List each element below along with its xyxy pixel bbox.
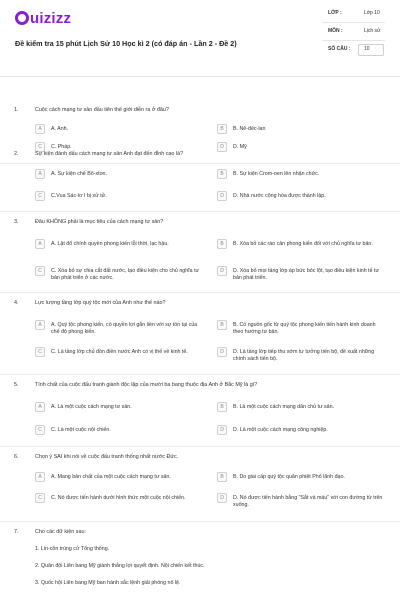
option-2c[interactable] (35, 191, 207, 201)
option-3a[interactable] (35, 239, 207, 249)
option-text: B. Có nguồn gốc từ quý tộc phong kiến tiến hành kinh doanh theo hướng tư bản. (233, 322, 376, 335)
option-letter-badge: D (217, 266, 227, 276)
question-text: Cuộc cách mạng tư sản đầu tiên thế giới diễn ra ở đâu? (35, 107, 169, 113)
option-3b[interactable] (217, 239, 385, 249)
option-text: D. Xóa bỏ mọi tầng lớp áp bức bóc lột, tạo điều kiện kinh tế tư bản phát triển. (233, 268, 380, 281)
meta-value: Lịch sử (364, 28, 381, 34)
quizizz-logo: uizizz (15, 10, 71, 27)
question-number: 6. (14, 454, 19, 460)
option-text: A. Mang bản chất của một cuộc cách mạng tư sản. (51, 474, 171, 480)
question-divider (0, 292, 400, 293)
option-text: A. Anh. (51, 126, 69, 132)
option-letter-badge: A (35, 124, 45, 134)
option-letter-badge: C (35, 191, 45, 201)
question-number: 4. (14, 300, 19, 306)
option-4b[interactable] (217, 320, 385, 336)
option-letter-badge: D (217, 191, 227, 201)
option-letter-badge: B (217, 472, 227, 482)
option-text: B. Là một cuộc cách mạng dân chủ tư sản. (233, 404, 335, 410)
option-4d[interactable] (217, 347, 385, 363)
option-letter-badge: A (35, 402, 45, 412)
document-title: Đề kiểm tra 15 phút Lịch Sử 10 Học kì 2 (có đáp án - Lần 2 - Đề 2) (15, 39, 237, 48)
question-text: Sự kiện đánh dấu cách mạng tư sản Anh đạt đến đỉnh cao là? (35, 151, 184, 157)
option-letter-badge: B (217, 169, 227, 179)
option-text: B. Nê-đéc-lan (233, 126, 266, 132)
option-text: C. Pháp. (51, 144, 72, 150)
option-text: A. Lật đổ chính quyền phong kiến lỗi thời, lạc hậu. (51, 241, 169, 247)
question-text: Đâu KHÔNG phải là mục tiêu của cách mạng tư sản? (35, 219, 164, 225)
option-letter-badge: C (35, 347, 45, 357)
question-text: Lực lượng tầng lớp quý tộc mới của Anh như thế nào? (35, 300, 166, 306)
meta-row-count (322, 42, 385, 60)
divider (322, 40, 385, 41)
meta-label: LỚP : (328, 10, 342, 16)
option-5d[interactable] (217, 425, 385, 435)
option-text: C. Nó được tiến hành dưới hình thức một cuộc nội chiến. (51, 495, 186, 501)
option-letter-badge: A (35, 472, 45, 482)
option-letter-badge: B (217, 320, 227, 330)
header-divider (0, 76, 400, 77)
option-letter-badge: B (217, 124, 227, 134)
question-text: Chọn ý SAI khi nói về cuộc đấu tranh thống nhất nước Đức. (35, 454, 179, 460)
option-1a[interactable] (35, 124, 207, 134)
option-3d[interactable] (217, 266, 385, 282)
option-5a[interactable] (35, 402, 207, 412)
question-divider (0, 446, 400, 447)
option-text: D. Nó được tiến hành bằng "Sắt và máu" với con đường từ trên xuống. (233, 495, 383, 508)
meta-row-subject (322, 24, 385, 42)
question-divider (0, 521, 400, 522)
question-text: Cho các dữ kiện sau: (35, 529, 86, 535)
option-2a[interactable] (35, 169, 207, 179)
question-text: Tính chất của cuộc đấu tranh giành độc lập của mười ba bang thuộc địa Anh ở Bắc Mỹ là gì? (35, 382, 258, 388)
option-text: B. Sự kiện Crom-oen lên nhận chức. (233, 171, 320, 177)
meta-value-box (358, 44, 384, 56)
option-text: D. Là một cuộc cách mạng công nghiệp. (233, 427, 328, 433)
option-5c[interactable] (35, 425, 207, 435)
option-3c[interactable] (35, 266, 207, 282)
option-text: A. Sự kiện chế Bô-xton. (51, 171, 107, 177)
option-2d[interactable] (217, 191, 385, 201)
quizizz-q-icon (15, 11, 29, 25)
option-letter-badge: A (35, 239, 45, 249)
option-letter-badge: D (217, 142, 227, 152)
meta-label: SỐ CÂU : (328, 46, 351, 52)
option-text: D. Nhà nước cộng hòa được thành lập. (233, 193, 326, 199)
question-number: 7. (14, 529, 19, 535)
option-letter-badge: A (35, 320, 45, 330)
meta-row-class (322, 6, 385, 24)
option-letter-badge: A (35, 169, 45, 179)
option-letter-badge: D (217, 347, 227, 357)
option-2b[interactable] (217, 169, 385, 179)
option-4a[interactable] (35, 320, 207, 336)
question-number: 5. (14, 382, 19, 388)
question-number: 2. (14, 151, 19, 157)
question-divider (0, 211, 400, 212)
option-text: C. Là một cuộc nội chiến. (51, 427, 111, 433)
fact-item: 3. Quốc hội Liên bang Mỹ ban hành sắc lệnh giải phóng nô lệ. (35, 580, 181, 586)
option-text: C. Là tầng lớp chủ đồn điền nước Anh có vị thế về kinh tế. (51, 349, 188, 355)
option-letter-badge: C (35, 266, 45, 276)
meta-value: Lớp 10 (364, 10, 380, 16)
option-text: D. Là tầng lớp tiếp thu sớm tư tưởng tiến bộ, đề xuất những chính sách tiến bộ. (233, 349, 375, 362)
fact-item: 1. Lin-côn trúng cử Tổng thống. (35, 546, 110, 552)
option-text: B. Xóa bỏ các rào cản phong kiến đối với chủ nghĩa tư bản. (233, 241, 373, 247)
meta-label: MÔN : (328, 28, 343, 34)
option-text: C.Vua Sác-lơ I bị xử tử. (51, 193, 107, 199)
fact-item: 2. Quân đội Liên bang Mỹ giành thắng lợi quyết định. Nội chiến kết thúc. (35, 563, 205, 569)
option-letter-badge: B (217, 239, 227, 249)
option-6a[interactable] (35, 472, 207, 482)
option-text: C. Xóa bỏ sự chia cắt đất nước, tạo điều kiện cho chủ nghĩa tư bản phát triển ở các nước. (51, 268, 200, 281)
option-text: D. Mỹ (233, 144, 247, 150)
option-4c[interactable] (35, 347, 207, 357)
option-text: A. Là một cuộc cách mạng tư sản. (51, 404, 132, 410)
option-letter-badge: B (217, 402, 227, 412)
question-number: 3. (14, 219, 19, 225)
question-number: 1. (14, 107, 19, 113)
option-6b[interactable] (217, 472, 385, 482)
option-letter-badge: C (35, 142, 45, 152)
divider (322, 22, 385, 23)
option-letter-badge: C (35, 425, 45, 435)
option-text: A. Quý tộc phong kiến, có quyền lợi gắn liền với sự tồn tại của chế độ phong kiến. (51, 322, 198, 335)
meta-panel (322, 6, 385, 60)
option-6c[interactable] (35, 493, 207, 503)
option-letter-badge: C (35, 493, 45, 503)
question-divider (0, 374, 400, 375)
option-1b[interactable] (217, 124, 385, 134)
meta-value: 10 (364, 46, 370, 52)
option-5b[interactable] (217, 402, 385, 412)
option-letter-badge: D (217, 425, 227, 435)
option-text: B. Do giai cấp quý tộc quân phiệt Phổ lãnh đạo. (233, 474, 345, 480)
option-letter-badge: D (217, 493, 227, 503)
question-divider (0, 163, 400, 164)
option-6d[interactable] (217, 493, 385, 509)
